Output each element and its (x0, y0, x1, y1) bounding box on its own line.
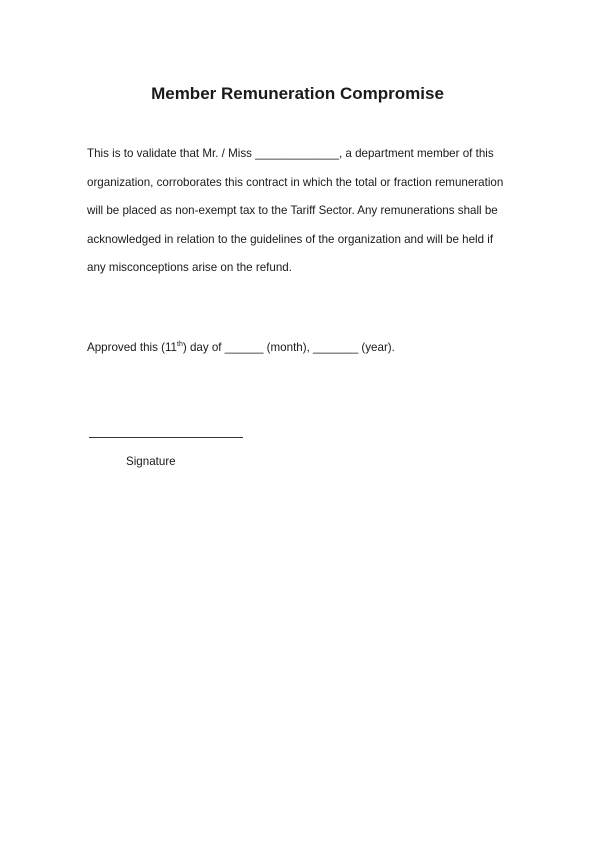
approval-suffix: ) day of ______ (month), _______ (year). (182, 341, 395, 354)
approval-prefix: Approved this (11 (87, 341, 178, 354)
body-line: acknowledged in relation to the guidelines of the organization and will be held if (87, 232, 494, 246)
body-line: organization, corroborates this contract in which the total or fraction remuneration (87, 175, 504, 189)
document-title: Member Remuneration Compromise (151, 84, 444, 103)
approval-superscript: th (177, 341, 183, 348)
signature-label: Signature (126, 455, 176, 468)
body-line: any misconceptions arise on the refund. (87, 261, 292, 274)
body-line: This is to validate that Mr. / Miss _____________, a department member of this (87, 147, 494, 160)
approval-line (87, 334, 395, 362)
body-line: will be placed as non-exempt tax to the Tariff Sector. Any remunerations shall be (87, 204, 498, 217)
body-paragraph (87, 140, 517, 283)
signature-line (89, 437, 243, 438)
